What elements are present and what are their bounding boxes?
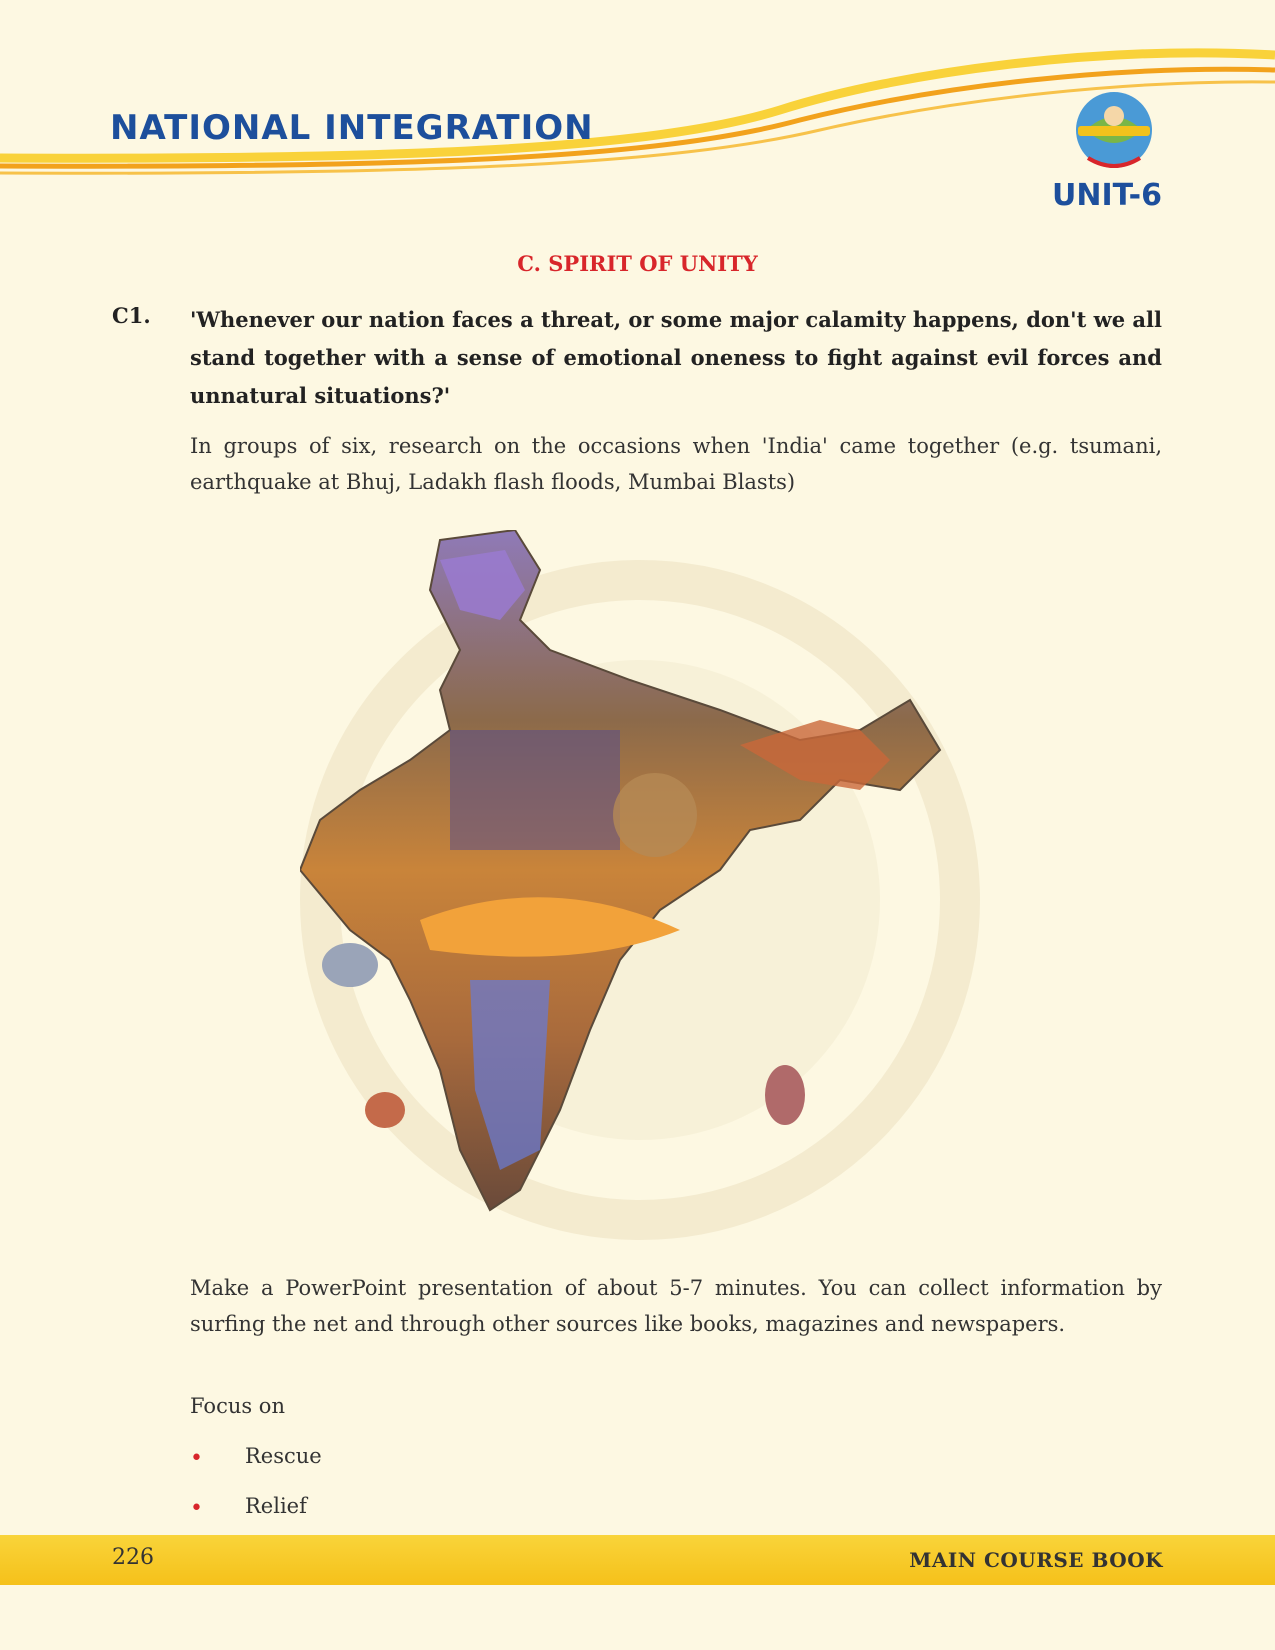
book-title: MAIN COURSE BOOK [909,1548,1163,1572]
list-item-label: Rescue [245,1444,322,1468]
cbse-cce-logo-icon [1068,84,1160,176]
question-number: C1. [112,303,151,328]
focus-label: Focus on [190,1394,285,1418]
bullet-dot-icon: • [190,1496,203,1521]
india-map-collage-icon [300,530,990,1250]
question-text: 'Whenever our nation faces a threat, or some major calamity happens, don't we all stand together with a sense of emotional oneness to fight against evil forces and unnatural situations?' [190,307,1162,408]
bullet-dot-icon: • [190,1446,203,1471]
page-number: 226 [112,1545,154,1570]
chapter-title: NATIONAL INTEGRATION [110,108,594,148]
section-heading: C. SPIRIT OF UNITY [517,251,758,276]
presentation-instruction: Make a PowerPoint presentation of about 5-7 minutes. You can collect information by surfing the net and through other sources like books, magazines and newspapers. [190,1276,1162,1336]
activity-instruction: In groups of six, research on the occasions when 'India' came together (e.g. tsumani, earthquake at Bhuj, Ladakh flash floods, Mumbai Blasts) [190,434,1162,494]
unit-label: UNIT-6 [1052,178,1163,213]
list-item-label: Relief [245,1494,307,1518]
